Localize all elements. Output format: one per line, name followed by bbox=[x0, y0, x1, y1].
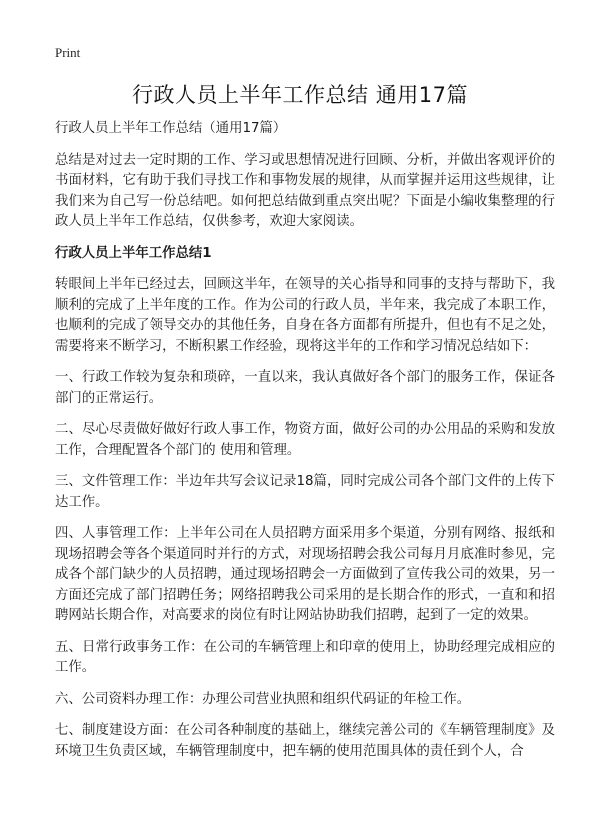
body-paragraph-item-4: 四、人事管理工作：上半年公司在人员招聘方面采用多个渠道，分别有网络、报纸和现场招聘会等各个渠道同时并行的方式，对现场招聘会我公司每月月底准时参见，完成各个部门缺少的人员招聘，通过现场招聘会一方面做到了宣传我公司的效果，另一方面还完成了部门招聘任务；网络招聘我公司采用的是长期合作的形式，一直和和招聘网站长期合作，对高要求的岗位有时让网站协助我们招聘，起到了一定的效果。 bbox=[55, 526, 555, 623]
body-paragraph-item-6: 六、公司资料办理工作：办理公司营业执照和组织代码证的年检工作。 bbox=[55, 691, 471, 707]
print-link[interactable]: Print bbox=[55, 45, 81, 60]
body-paragraph-item-2: 二、尽心尽责做好做好行政人事工作，物资方面，做好公司的办公用品的采购和发放工作，合理配置各个部门的 使用和管理。 bbox=[55, 422, 555, 458]
document-title: 行政人员上半年工作总结 通用17篇 bbox=[132, 83, 468, 107]
body-paragraph-opening: 转眼间上半年已经过去，回顾这半年，在领导的关心指导和同事的支持与帮助下，我顺利的完成了上半年度的工作。作为公司的行政人员，半年来，我完成了本职工作，也顺利的完成了领导交办的其他任务，自身在各方面都有所提升，但也有不足之处，需要将来不断学习，不断积累工作经验，现将这半年的工作和学习情况总结如下： bbox=[55, 277, 555, 354]
intro-paragraph: 总结是对过去一定时期的工作、学习或思想情况进行回顾、分析，并做出客观评价的书面材料，它有助于我们寻找工作和事物发展的规律，从而掌握并运用这些规律，让我们来为自己写一份总结吧。如何把总结做到重点突出呢？下面是小编收集整理的行政人员上半年工作总结，仅供参考，欢迎大家阅读。 bbox=[55, 152, 555, 229]
body-paragraph-item-3: 三、文件管理工作：半边年共写会议记录18篇，同时完成公司各个部门文件的上传下达工作。 bbox=[55, 474, 555, 510]
section-heading: 行政人员上半年工作总结1 bbox=[55, 245, 212, 261]
body-paragraph-item-7: 七、制度建设方面：在公司各种制度的基础上，继续完善公司的《车辆管理制度》及环境卫生负责区域，车辆管理制度中，把车辆的使用范围具体的责任到个人，合 bbox=[55, 723, 555, 759]
body-paragraph-item-1: 一、行政工作较为复杂和琐碎，一直以来，我认真做好各个部门的服务工作，保证各部门的正常运行。 bbox=[55, 370, 555, 406]
document-body bbox=[55, 119, 555, 773]
body-paragraph-item-5: 五、日常行政事务工作：在公司的车辆管理上和印章的使用上，协助经理完成相应的工作。 bbox=[55, 639, 555, 675]
document-subtitle: 行政人员上半年工作总结（通用17篇） bbox=[55, 121, 287, 136]
